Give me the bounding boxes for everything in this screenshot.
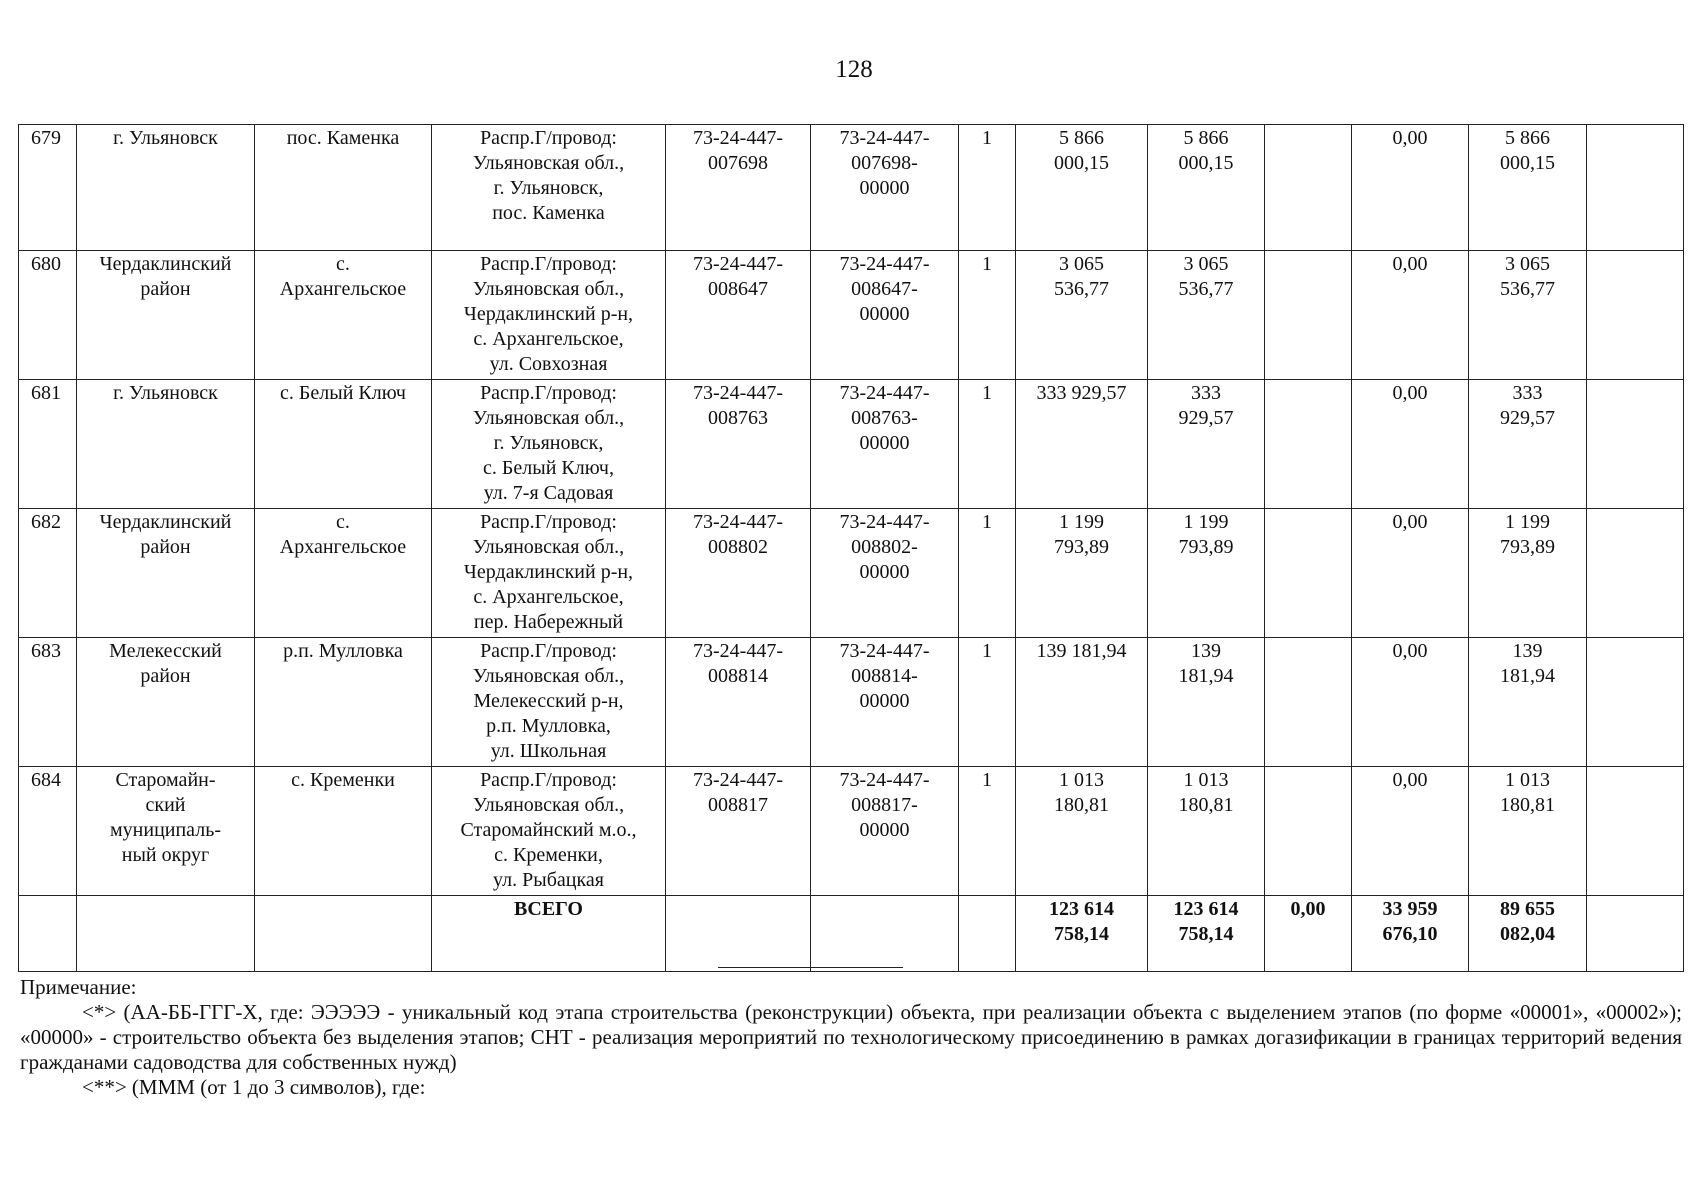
total-label: ВСЕГО [432,896,666,972]
cell-text-line: Чердаклинский [99,511,232,533]
cell-text-line: 793,89 [1500,536,1555,558]
cell-number: 680 [19,251,77,380]
cell-text-line: 929,57 [1178,407,1234,429]
objects-table [18,124,1684,972]
cell-settlement [255,380,432,509]
cell-text-line: 33 959 [1382,898,1438,920]
cell-text-line: 73-24-447- [693,382,783,404]
cell-funding-1 [1148,251,1265,380]
cell-funding-1 [1148,509,1265,638]
cell-text-line: пос. Каменка [286,127,400,149]
cell-text-line: 5 866 [1059,127,1104,149]
cell-settlement [255,125,432,251]
cell-text-line: ский [145,794,186,816]
cell-text-line: 758,14 [1178,923,1234,945]
cell-text-line: 73-24-447- [839,253,930,275]
cell-funding-3 [1352,251,1469,380]
cell-text-line: Ульяновская обл., [472,152,625,174]
cell-text-line: 536,77 [1178,278,1234,300]
cell-text-line: Мелекесский р-н, [473,690,624,712]
cell-text-line: 000,15 [1178,152,1234,174]
cell-text-line: пер. Набережный [473,611,624,633]
cell-text-line: 536,77 [1054,278,1109,300]
cell-text-line: Распр.Г/провод: [480,253,617,275]
cell-funding-3 [1352,638,1469,767]
total-funding-1 [1148,896,1265,972]
cell-text-line: 008802 [708,536,768,558]
cell-quantity: 1 [959,125,1016,251]
cell-text-line: 00000 [859,819,910,841]
cell-text-line: Распр.Г/провод: [480,511,617,533]
cell-number: 679 [19,125,77,251]
cell-text-line: 008647 [708,278,768,300]
cell-settlement [255,251,432,380]
cell-text-line: 00000 [859,690,910,712]
cell-text-line: 180,81 [1178,794,1234,816]
cell-district [77,767,255,896]
table-body [19,125,1684,972]
cell-empty [255,896,432,972]
cell-funding-3 [1352,380,1469,509]
cell-total-cost [1016,251,1148,380]
cell-stage-code [811,125,959,251]
cell-text-line: с. Белый Ключ [280,382,406,404]
cell-funding-4 [1469,125,1587,251]
cell-text-line: 139 [1191,640,1221,662]
cell-funding-3 [1352,509,1469,638]
cell-text-line: 139 181,94 [1036,640,1127,662]
cell-text-line: с. [336,511,350,533]
cell-text-line: район [140,536,191,558]
total-row [19,896,1684,972]
total-funding-2 [1265,896,1352,972]
cell-funding-2 [1265,767,1352,896]
cell-text-line: 333 [1512,382,1543,404]
cell-text-line: 793,89 [1178,536,1234,558]
cell-text-line: 758,14 [1054,923,1109,945]
cell-text-line: 1 199 [1183,511,1229,533]
cell-text-line: 00000 [859,303,910,325]
cell-object [432,509,666,638]
cell-empty [19,896,77,972]
cell-funding-2 [1265,125,1352,251]
cell-funding-3 [1352,767,1469,896]
cell-text-line: 73-24-447- [693,640,783,662]
cell-text-line: 676,10 [1382,923,1438,945]
cell-funding-5 [1587,380,1684,509]
cell-stage-code [811,380,959,509]
cell-text-line: 123 614 [1049,898,1114,920]
cell-object [432,125,666,251]
note-double-asterisk: <**> (МММ (от 1 до 3 символов), где: [82,1075,426,1099]
cell-total-cost [1016,380,1148,509]
cell-text-line: 73-24-447- [839,127,930,149]
cell-text-line: Старомайнский м.о., [460,819,637,841]
table-row [19,767,1684,896]
cell-empty [1587,896,1684,972]
cell-text-line: 0,00 [1392,769,1428,791]
cell-text-line: 181,94 [1178,665,1234,687]
cell-funding-4 [1469,509,1587,638]
cell-settlement [255,638,432,767]
cell-text-line: 5 866 [1183,127,1229,149]
cell-object [432,638,666,767]
table-row [19,638,1684,767]
cell-text-line: 008763- [851,407,918,429]
page-number: 128 [835,56,873,83]
notes-separator [718,967,903,968]
cell-funding-5 [1587,638,1684,767]
table-row [19,380,1684,509]
cell-funding-1 [1148,125,1265,251]
table-row [19,251,1684,380]
cell-object-code [666,767,811,896]
cell-text-line: 008814 [708,665,768,687]
cell-text-line: район [140,665,191,687]
cell-funding-2 [1265,638,1352,767]
cell-text-line: Распр.Г/провод: [480,640,617,662]
cell-funding-1 [1148,767,1265,896]
cell-text-line: Ульяновская обл., [472,665,625,687]
cell-text-line: Ульяновская обл., [472,407,625,429]
notes-section [20,975,1682,1100]
cell-text-line: 123 614 [1173,898,1239,920]
cell-total-cost [1016,509,1148,638]
cell-settlement [255,767,432,896]
cell-text-line: 008647- [851,278,918,300]
cell-quantity: 1 [959,380,1016,509]
cell-object-code [666,638,811,767]
cell-district [77,251,255,380]
cell-quantity: 1 [959,251,1016,380]
cell-text-line: 00000 [859,561,910,583]
cell-text-line: 73-24-447- [693,127,783,149]
cell-text-line: ный округ [121,844,210,866]
cell-object [432,380,666,509]
cell-text-line: 793,89 [1054,536,1109,558]
cell-district [77,380,255,509]
cell-text-line: 0,00 [1392,511,1428,533]
cell-text-line: Ульяновская обл., [472,794,625,816]
cell-text-line: Старомайн- [115,769,216,791]
cell-text-line: 1 013 [1059,769,1104,791]
cell-text-line: р.п. Мулловка, [486,715,611,737]
cell-total-cost [1016,767,1148,896]
cell-text-line: Чердаклинский р-н, [463,561,634,583]
cell-text-line: г. Ульяновск, [493,432,604,454]
cell-object-code [666,251,811,380]
cell-text-line: 73-24-447- [693,253,783,275]
cell-text-line: 0,00 [1392,127,1428,149]
cell-text-line: 1 199 [1059,511,1104,533]
cell-text-line: 008817- [851,794,918,816]
cell-text-line: 00000 [859,432,910,454]
cell-text-line: с. Архангельское, [473,328,624,350]
cell-district [77,509,255,638]
cell-number: 684 [19,767,77,896]
cell-text-line: пос. Каменка [492,202,605,224]
cell-text-line: г. Ульяновск [113,382,218,404]
cell-text-line: 73-24-447- [693,769,783,791]
cell-text-line: 3 065 [1183,253,1229,275]
cell-text-line: 1 199 [1505,511,1550,533]
cell-funding-5 [1587,767,1684,896]
cell-text-line: Распр.Г/провод: [480,127,617,149]
cell-stage-code [811,638,959,767]
cell-text-line: Мелекесский [109,640,222,662]
cell-empty [77,896,255,972]
cell-funding-4 [1469,767,1587,896]
cell-text-line: 0,00 [1392,382,1428,404]
cell-text-line: 181,94 [1500,665,1555,687]
cell-text-line: с. Архангельское, [473,586,624,608]
cell-text-line: 139 [1512,640,1543,662]
cell-text-line: с. [336,253,350,275]
cell-text-line: 73-24-447- [839,769,930,791]
cell-text-line: 73-24-447- [839,640,930,662]
cell-funding-4 [1469,251,1587,380]
cell-stage-code [811,251,959,380]
table-row [19,125,1684,251]
cell-total-cost [1016,125,1148,251]
cell-text-line: р.п. Мулловка [283,640,403,662]
cell-funding-5 [1587,125,1684,251]
cell-object-code [666,380,811,509]
cell-number: 682 [19,509,77,638]
cell-total-cost [1016,638,1148,767]
cell-text-line: 180,81 [1054,794,1109,816]
cell-object-code [666,509,811,638]
cell-text-line: 008763 [708,407,768,429]
notes-heading: Примечание: [20,975,137,999]
total-cost [1016,896,1148,972]
cell-text-line: 333 [1191,382,1221,404]
cell-text-line: ул. Совхозная [489,353,608,375]
cell-text-line: Архангельское [279,278,407,300]
cell-text-line: 00000 [859,177,910,199]
total-funding-4 [1469,896,1587,972]
cell-text-line: 007698 [708,152,768,174]
cell-quantity: 1 [959,509,1016,638]
cell-text-line: Ульяновская обл., [472,536,625,558]
cell-text-line: 008817 [708,794,768,816]
cell-text-line: 008802- [851,536,918,558]
cell-empty [811,896,959,972]
cell-text-line: 5 866 [1505,127,1550,149]
cell-funding-2 [1265,380,1352,509]
cell-district [77,125,255,251]
cell-district [77,638,255,767]
cell-funding-2 [1265,509,1352,638]
cell-text-line: 3 065 [1505,253,1550,275]
cell-text-line: район [140,278,191,300]
cell-text-line: 333 929,57 [1036,382,1127,404]
cell-text-line: 007698- [851,152,918,174]
cell-text-line: 3 065 [1059,253,1104,275]
cell-text-line: 082,04 [1500,923,1555,945]
cell-funding-2 [1265,251,1352,380]
cell-text-line: 536,77 [1500,278,1555,300]
cell-funding-3 [1352,125,1469,251]
cell-text-line: ул. Школьная [490,740,607,762]
cell-text-line: с. Кременки [291,769,395,791]
cell-text-line: Чердаклинский [99,253,232,275]
cell-object-code [666,125,811,251]
cell-text-line: ул. 7-я Садовая [483,482,614,504]
cell-text-line: с. Кременки, [494,844,603,866]
cell-text-line: г. Ульяновск, [493,177,604,199]
cell-funding-4 [1469,380,1587,509]
cell-text-line: 008814- [851,665,918,687]
cell-number: 683 [19,638,77,767]
cell-funding-1 [1148,638,1265,767]
cell-quantity: 1 [959,767,1016,896]
total-funding-3 [1352,896,1469,972]
cell-object [432,251,666,380]
table-row [19,509,1684,638]
cell-object [432,767,666,896]
cell-text-line: г. Ульяновск [113,127,218,149]
cell-stage-code [811,767,959,896]
cell-text-line: 0,00 [1392,640,1428,662]
cell-text-line: 180,81 [1500,794,1555,816]
cell-text-line: 73-24-447- [839,382,930,404]
cell-text-line: Распр.Г/провод: [480,769,617,791]
cell-text-line: Чердаклинский р-н, [463,303,634,325]
cell-text-line: 0,00 [1290,898,1326,920]
cell-text-line: с. Белый Ключ, [483,457,614,479]
cell-empty [666,896,811,972]
cell-settlement [255,509,432,638]
cell-text-line: 000,15 [1500,152,1555,174]
cell-funding-5 [1587,251,1684,380]
cell-text-line: 000,15 [1054,152,1109,174]
cell-text-line: 0,00 [1392,253,1428,275]
cell-text-line: 89 655 [1500,898,1555,920]
cell-quantity: 1 [959,638,1016,767]
cell-number: 681 [19,380,77,509]
cell-text-line: 929,57 [1500,407,1555,429]
cell-text-line: 1 013 [1505,769,1550,791]
cell-text-line: 73-24-447- [693,511,783,533]
cell-text-line: Архангельское [279,536,407,558]
cell-text-line: муниципаль- [110,819,221,841]
cell-text-line: ул. Рыбацкая [493,869,604,891]
cell-funding-5 [1587,509,1684,638]
cell-text-line: 73-24-447- [839,511,930,533]
cell-text-line: 1 013 [1183,769,1229,791]
cell-text-line: Ульяновская обл., [472,278,625,300]
cell-funding-4 [1469,638,1587,767]
cell-empty [959,896,1016,972]
cell-funding-1 [1148,380,1265,509]
cell-stage-code [811,509,959,638]
cell-text-line: Распр.Г/провод: [480,382,617,404]
note-single-asterisk: <*> (АА-ББ-ГГГ-Х, где: ЭЭЭЭЭ - уникальный код этапа строительства (реконструкции) объекта, при реализации объекта с выделением этапов (по форме «00001», «00002»); «00000» - строительство объекта без выделения этапов; СНТ - реализация мероприятий по технологическому присоединению в рамках догазификации в границах территорий ведения гражданами садоводства для собственных нужд) [20,1000,1682,1074]
